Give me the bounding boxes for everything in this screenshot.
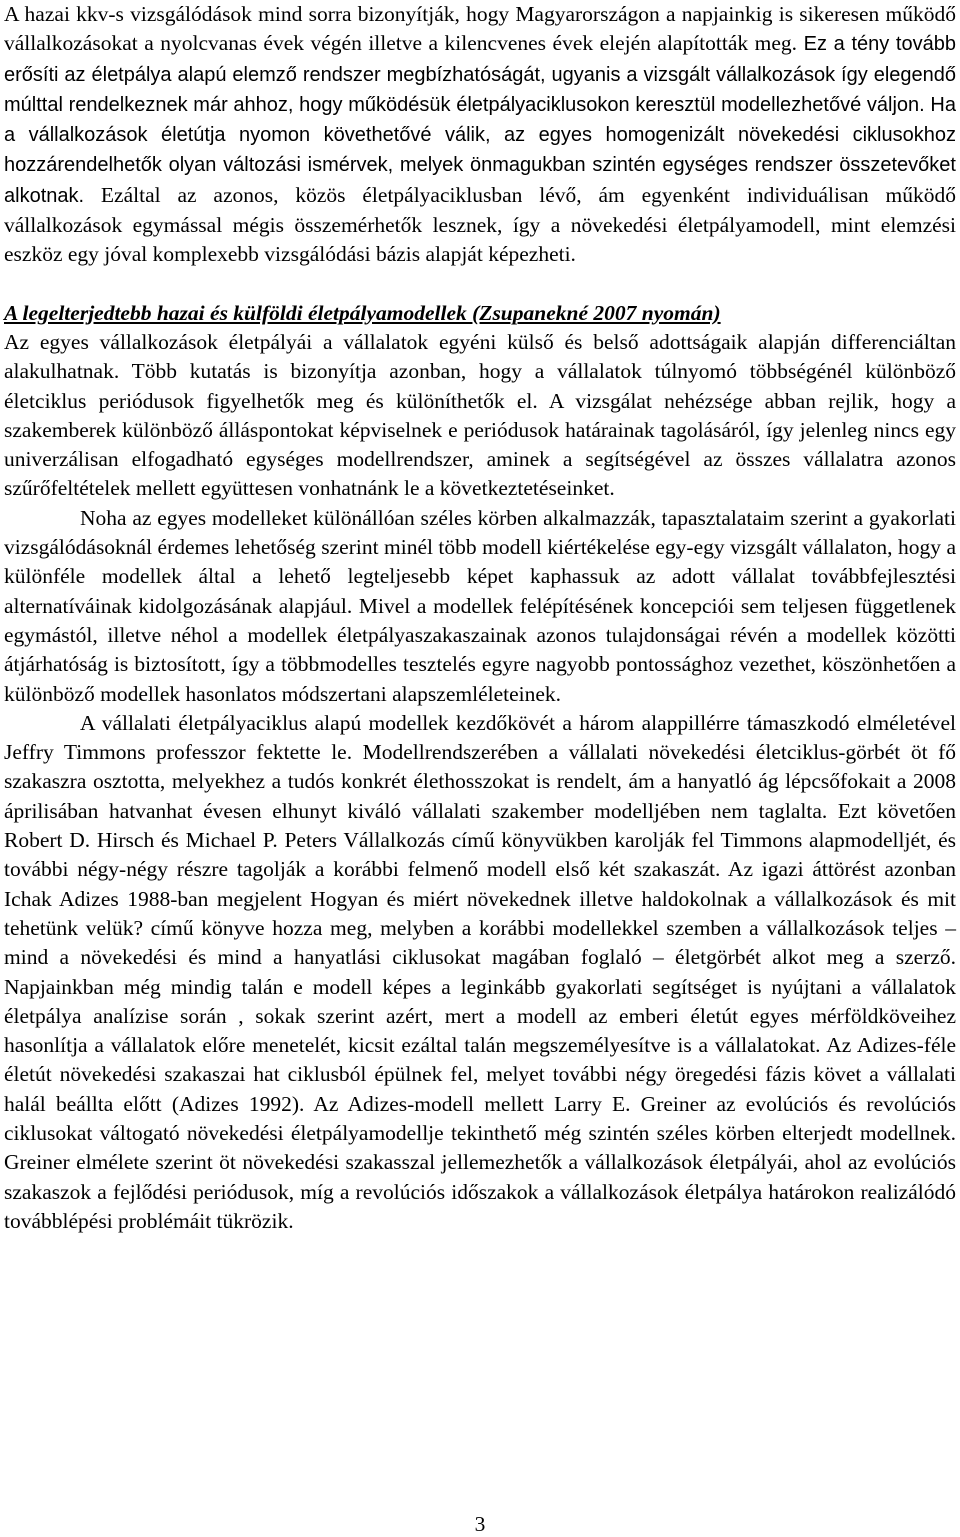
paragraph-model-history: A vállalati életpályaciklus alapú modellek kezdőkövét a három alappillérre támaszkodó elméletével Jeffry Timmons professzor fektette le. Modellrendszerében a vállalati növekedési életciklus-görbét öt fő szakaszra osztotta, melyekhez a tudós konkrét élethosszokat is rendelt, ám a hanyatló ág lépcsőfokait a 2008 áprilisában hatvanhat évesen elhunyt kiváló vállalati szakember modelljében nem taglalta. Ezt követően Robert D. Hirsch és Michael P. Peters Vállalkozás című könyvükben karolják fel Timmons alapmodelljét, és további négy-négy részre tagolják a korábbi felmenő modell első két szakaszát. Az igazi áttörést azonban Ichak Adizes 1988-ban megjelent Hogyan és miért növekednek illetve haldokolnak a vállalkozások és mit tehetünk velük? című könyve hozza meg, melyben a korábbi modellekkel szemben a vállalkozások teljes – mind a növekedési és mind a hanyatlási ciklusokat magában foglaló – életgörbét alkot meg a szerző. Napjainkban még mindig talán e modell képes a leginkább gyakorlati segítséget is nyújtani a vállalatok életpálya analízise során , sokak szerint azért, mert a modell az emberi életút egyes mérföldköveihez hasonlítja a vállalatok előre menetelét, kicsit ezáltal talán megszemélyesítve is a vállalatokat. Az Adizes-féle életút növekedési szakaszai hat ciklusból épülnek fel, melyet további négy öregedési fázis követ a vállalati halál beállta előtt (Adizes 1992). Az Adizes-modell mellett Larry E. Greiner az evolúciós és revolúciós ciklusokat váltogató növekedési életpályamodellje tekinthető még szintén széles körben elterjedt modellnek. Greiner elmélete szerint öt növekedési szakasszal jellemezhetők a vállalkozások életpályái, ahol az evolúciós szakaszok a fejlődési periódusok, míg a revolúciós időszakok a vállalkozások életpálya határokon realizálódó továbblépési problémáit tükrözik. xyxy=(4,710,956,1233)
page-number: 3 xyxy=(474,1512,486,1536)
paragraph-lifecycle-differences: Az egyes vállalkozások életpályái a vállalatok egyéni külső és belső adottságaik alapján differenciáltan alakulhatnak. Több kutatás is bizonyítja azonban, hogy a vállalatok túlnyomó többségénél különböző életciklus periódusok figyelhetők meg és különíthetők el. A vizsgálat nehézsége abban rejlik, hogy a szakemberek különböző álláspontokat képviselnek e periódusok határainak tagolásáról, így jelenleg nincs egy univerzálisan elfogadható egységes modellrendszer, aminek a segítségével az összes vállalatra azonos szűrőfeltételek mellett együttesen vonhatnánk le a következtetéseinket. xyxy=(4,329,956,501)
paragraph-intro xyxy=(4,0,956,270)
paragraph-intro-part-2: Ez a tény tovább erősíti az életpálya alapú elemző rendszer megbízhatóságát, ugyanis a vizsgált vállalkozások így elegendő múlttal rendelkeznek már ahhoz, hogy működésük életpályaciklusokon keresztül modellezhetővé váljon. Ha a vállalkozások életútja nyomon követhetővé válik, az egyes homogenizált növekedési ciklusokhoz hozzárendelhetők olyan változási ismérvek, melyek önmagukban szintén egységes rendszer összetevőket alkotnak. xyxy=(4,33,956,207)
paragraph-multi-model-testing: Noha az egyes modelleket különállóan széles körben alkalmazzák, tapasztalataim szerint a gyakorlati vizsgálódásoknál érdemes lehetőség szerint minél több modell kiértékelése egy-egy vizsgált vállalaton, hogy a különféle modellek által a lehető legteljesebb képet kaphassuk az adott vállalat továbbfejlesztési alternatíváinak kidolgozásának alapjául. Mivel a modellek felépítésének koncepciói sem teljesen függetlenek egymástól, illetve néhol a modellek életpályaszakaszainak azonos tulajdonságai révén a modellek közötti átjárhatóság is biztosított, így a többmodelles tesztelés egyre nagyobb pontossághoz vezethet, köszönhetően a különböző modellek hasonlatos módszertani alapszemléleteinek. xyxy=(4,505,956,706)
paragraph-intro-part-1: A hazai kkv-s vizsgálódások mind sorra bizonyítják, hogy Magyarországon a napjainkig is sikeresen működő vállalkozásokat a nyolcvanas évek végén illetve a kilencvenes évek elején alapították meg. xyxy=(4,2,956,56)
section-heading: A legelterjedtebb hazai és külföldi életpályamodellek (Zsupanekné 2007 nyomán) xyxy=(4,300,721,325)
paragraph-intro-part-3: Ezáltal az azonos, közös életpályaciklusban lévő, ám egyenként individuálisan működő vállalkozások egymással mégis összemérhetők lesznek, így a növekedési életpályamodell, mint elemzési eszköz egy jóval komplexebb vizsgálódási bázis alapját képezheti. xyxy=(4,182,956,267)
document-page xyxy=(4,0,956,1236)
